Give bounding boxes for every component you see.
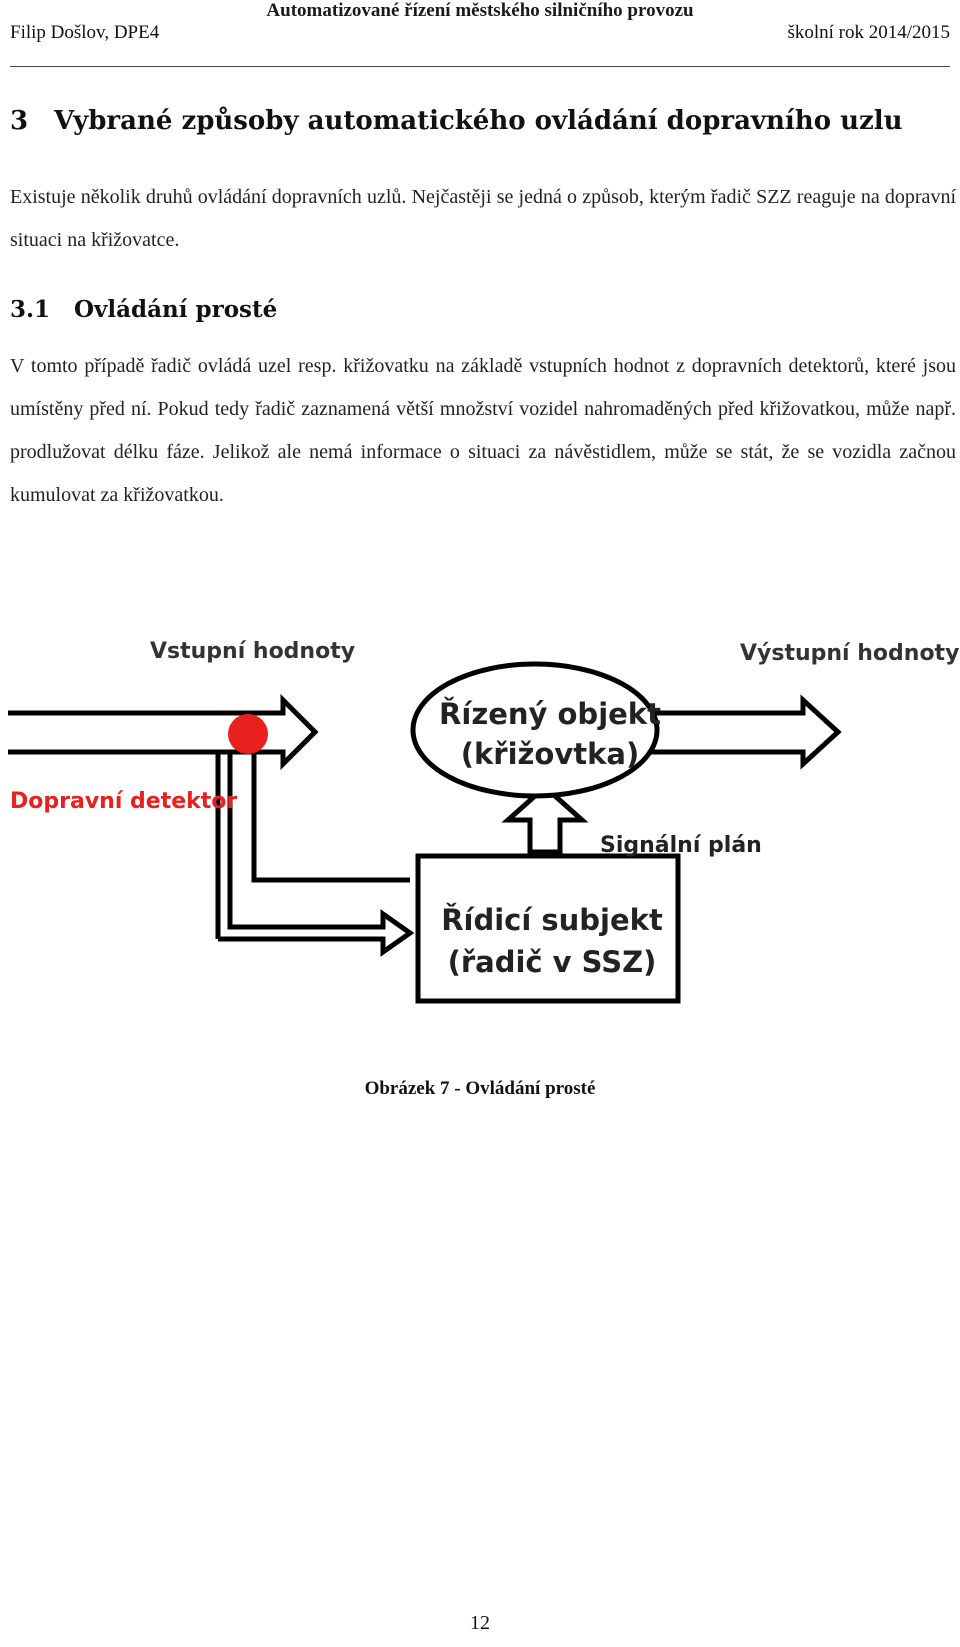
signal-plan-label: Signální plán	[600, 833, 762, 858]
controller-label-line1: Řídicí subjekt	[441, 903, 663, 937]
subsection-title: Ovládání prosté	[74, 296, 278, 323]
page-number: 12	[470, 1612, 490, 1634]
section-heading	[10, 106, 903, 136]
input-arrow	[8, 700, 315, 764]
section-number: 3	[10, 106, 29, 136]
body-paragraph: V tomto případě řadič ovládá uzel resp. křižovatku na základě vstupních hodnot z dopravních detektorů, které jsou umístěny před ní. Pokud tedy řadič zaznamená větší množství vozidel nahromaděných před křižovatkou, může např. prodlužovat délku fáze. Jelikož ale nemá informace o situaci za návěstidlem, může se stát, že se vozidla začnou kumulovat za křižovatkou.	[10, 355, 956, 506]
output-arrow	[648, 700, 838, 764]
input-label: Vstupní hodnoty	[150, 639, 356, 664]
feedback-arrow-lower	[254, 752, 410, 880]
output-label: Výstupní hodnoty	[740, 641, 960, 666]
section-title: Vybrané způsoby automatického ovládání dopravního uzlu	[54, 106, 903, 136]
subsection-number: 3.1	[10, 296, 51, 323]
control-diagram	[0, 630, 960, 1030]
controller-label-line2: (řadič v SSZ)	[447, 945, 657, 979]
header-rule	[10, 66, 950, 67]
subsection-heading	[10, 296, 277, 323]
school-year: školní rok 2014/2015	[787, 22, 950, 43]
object-label-line2: (křižovtka)	[460, 737, 640, 771]
document-title: Automatizované řízení městského silničního provozu	[266, 0, 694, 21]
author-name: Filip Došlov, DPE4	[10, 22, 160, 43]
figure-caption: Obrázek 7 - Ovládání prosté	[364, 1078, 596, 1099]
intro-paragraph: Existuje několik druhů ovládání dopravních uzlů. Nejčastěji se jedná o způsob, kterým řadič SZZ reaguje na dopravní situaci na křižovatce.	[10, 186, 956, 251]
detector-label: Dopravní detektor	[10, 789, 238, 814]
object-label-line1: Řízený objekt	[439, 697, 661, 731]
feedback-arrow-upper	[218, 752, 410, 952]
detector-dot	[228, 714, 268, 754]
